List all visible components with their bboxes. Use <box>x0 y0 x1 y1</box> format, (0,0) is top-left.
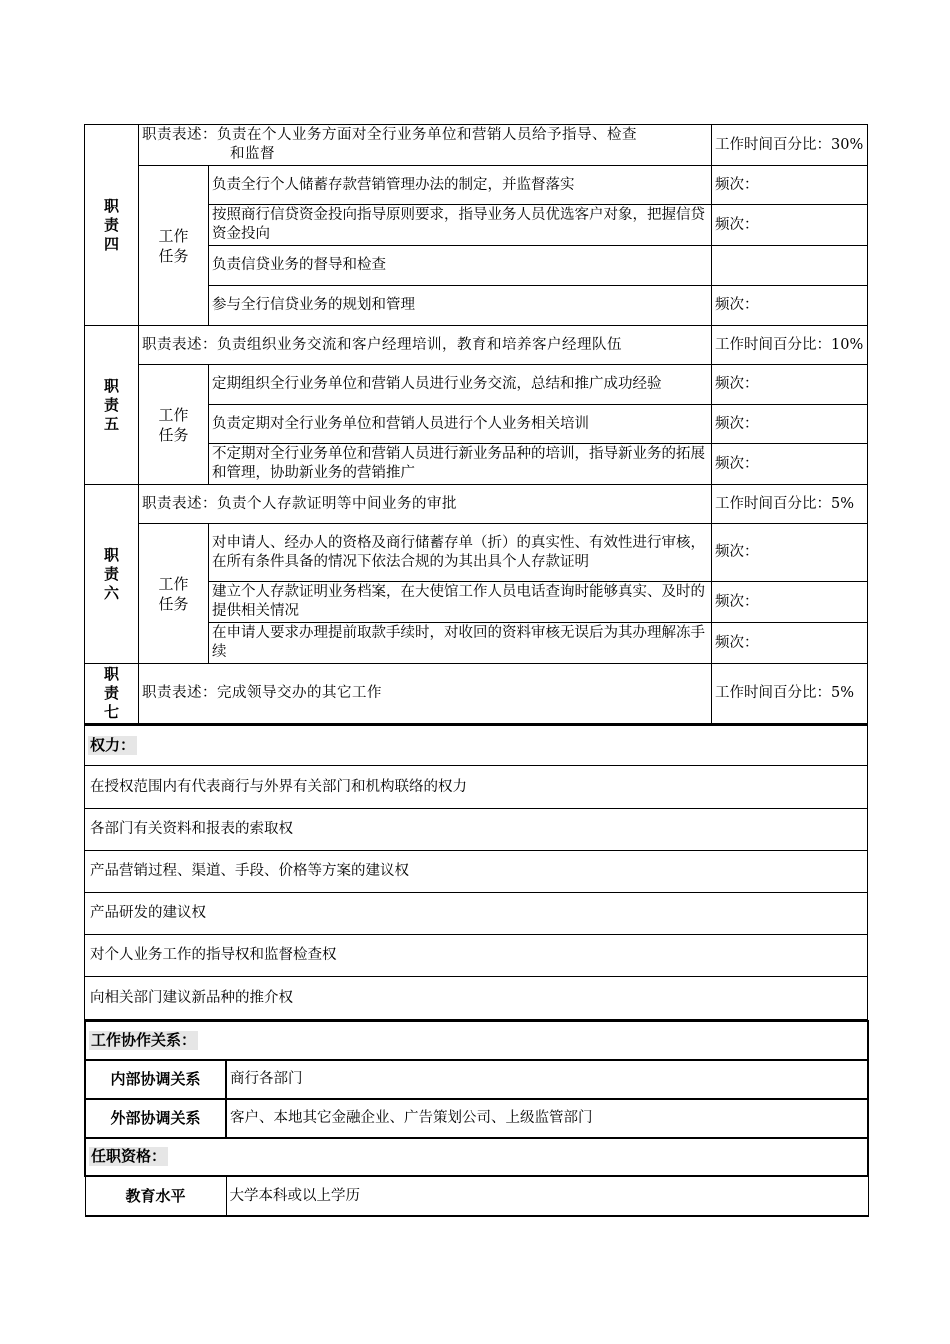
duty5-task-label: 工作 任务 <box>139 365 209 485</box>
duty5-label: 职 责 五 <box>85 326 139 485</box>
list-item <box>85 977 868 1020</box>
internal-relation-label: 内部协调关系 <box>85 1060 226 1099</box>
duty4-percentage: 工作时间百分比：30% <box>712 125 868 166</box>
duties-table <box>84 124 868 724</box>
qualifications-header-row <box>85 1138 868 1176</box>
job-description-page <box>84 124 867 1217</box>
education-value: 大学本科或以上学历 <box>226 1176 868 1216</box>
duty5-percentage: 工作时间百分比：10% <box>712 326 868 365</box>
relations-title: 工作协作关系： <box>91 1030 197 1049</box>
list-item <box>85 893 868 935</box>
duty7-desc-row <box>85 664 868 724</box>
task-frequency <box>712 246 868 286</box>
list-item <box>85 809 868 851</box>
task-text: 参与全行信贷业务的规划和管理 <box>209 286 712 326</box>
task-frequency: 频次： <box>712 623 868 664</box>
education-label: 教育水平 <box>85 1176 226 1216</box>
duty6-desc-row <box>85 485 868 524</box>
task-text: 定期组织全行业务单位和营销人员进行业务交流，总结和推广成功经验 <box>209 365 712 405</box>
task-text: 按照商行信贷资金投向指导原则要求，指导业务人员优选客户对象，把握信贷资金投向 <box>209 205 712 246</box>
task-frequency: 频次： <box>712 444 868 485</box>
task-text: 负责全行个人储蓄存款营销管理办法的制定，并监督落实 <box>209 166 712 205</box>
relations-table <box>84 1020 869 1217</box>
task-frequency: 频次： <box>712 286 868 326</box>
powers-header-row <box>85 725 868 766</box>
duty4-task-label: 工作 任务 <box>139 166 209 326</box>
task-text: 负责定期对全行业务单位和营销人员进行个人业务相关培训 <box>209 405 712 444</box>
task-frequency: 频次： <box>712 166 868 205</box>
duty4-desc-row <box>85 125 868 166</box>
internal-relation-row <box>85 1060 868 1099</box>
task-text: 在申请人要求办理提前取款手续时，对收回的资料审核无误后为其办理解冻手续 <box>209 623 712 664</box>
relations-header <box>85 1021 868 1060</box>
external-relation-value: 客户、本地其它金融企业、广告策划公司、上级监管部门 <box>226 1099 868 1138</box>
duty7-label: 职 责 七 <box>85 664 139 724</box>
task-text: 对申请人、经办人的资格及商行储蓄存单（折）的真实性、有效性进行审核，在所有条件具备的情况下依法合规的为其出具个人存款证明 <box>209 524 712 582</box>
relations-header-row <box>85 1021 868 1060</box>
task-text: 负责信贷业务的督导和检查 <box>209 246 712 286</box>
qualifications-header <box>85 1138 868 1176</box>
power-item: 产品研发的建议权 <box>85 893 868 935</box>
task-frequency: 频次： <box>712 205 868 246</box>
power-item: 在授权范围内有代表商行与外界有关部门和机构联络的权力 <box>85 766 868 809</box>
task-frequency: 频次： <box>712 582 868 623</box>
power-item: 向相关部门建议新品种的推介权 <box>85 977 868 1020</box>
powers-title: 权力： <box>90 735 136 754</box>
task-row <box>85 365 868 405</box>
duty7-description: 职责表述：完成领导交办的其它工作 <box>139 664 712 724</box>
duty6-percentage: 工作时间百分比：5% <box>712 485 868 524</box>
power-item: 对个人业务工作的指导权和监督检查权 <box>85 935 868 977</box>
education-row <box>85 1176 868 1216</box>
duty6-task-label: 工作 任务 <box>139 524 209 664</box>
list-item <box>85 851 868 893</box>
task-frequency: 频次： <box>712 405 868 444</box>
qualifications-title: 任职资格： <box>91 1147 167 1165</box>
task-text: 建立个人存款证明业务档案，在大使馆工作人员电话查询时能够真实、及时的提供相关情况 <box>209 582 712 623</box>
duty4-description: 职责表述：负责在个人业务方面对全行业务单位和营销人员给予指导、检查 和监督 <box>139 125 712 166</box>
duty6-label: 职 责 六 <box>85 485 139 664</box>
power-item: 产品营销过程、渠道、手段、价格等方案的建议权 <box>85 851 868 893</box>
power-item: 各部门有关资料和报表的索取权 <box>85 809 868 851</box>
powers-header <box>85 725 868 766</box>
list-item <box>85 935 868 977</box>
task-frequency: 频次： <box>712 365 868 405</box>
task-frequency: 频次： <box>712 524 868 582</box>
duty5-desc-row <box>85 326 868 365</box>
duty4-label: 职 责 四 <box>85 125 139 326</box>
powers-table <box>84 724 868 1020</box>
duty7-percentage: 工作时间百分比：5% <box>712 664 868 724</box>
duty5-description: 职责表述：负责组织业务交流和客户经理培训，教育和培养客户经理队伍 <box>139 326 712 365</box>
task-row <box>85 166 868 205</box>
duty6-description: 职责表述：负责个人存款证明等中间业务的审批 <box>139 485 712 524</box>
list-item <box>85 766 868 809</box>
internal-relation-value: 商行各部门 <box>226 1060 868 1099</box>
external-relation-row <box>85 1099 868 1138</box>
task-text: 不定期对全行业务单位和营销人员进行新业务品种的培训，指导新业务的拓展和管理，协助新业务的营销推广 <box>209 444 712 485</box>
task-row <box>85 524 868 582</box>
external-relation-label: 外部协调关系 <box>85 1099 226 1138</box>
